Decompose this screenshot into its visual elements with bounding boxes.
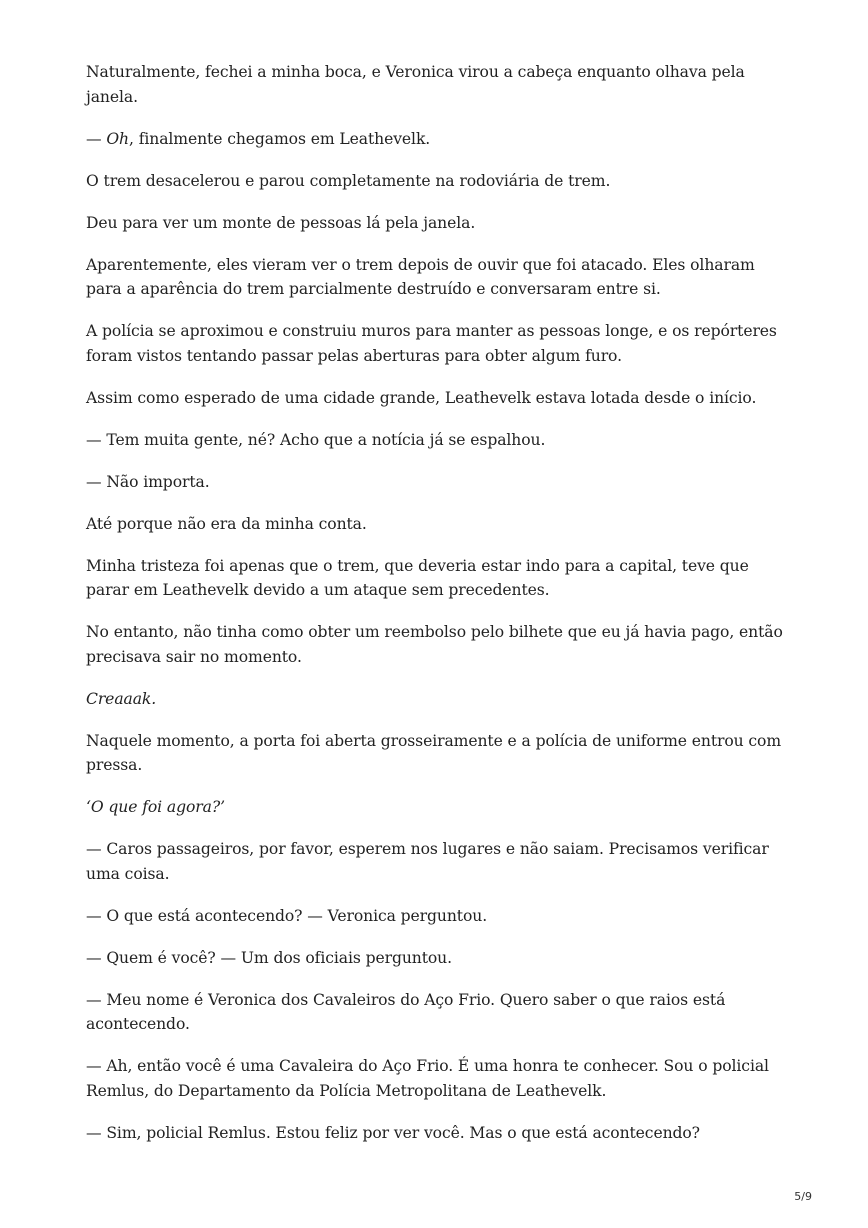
paragraph-text: , finalmente chegamos em Leathevelk.: [129, 129, 431, 148]
paragraph: Assim como esperado de uma cidade grande, Leathevelk estava lotada desde o início.: [86, 388, 757, 407]
paragraph: Deu para ver um monte de pessoas lá pela janela.: [86, 213, 476, 232]
paragraph: — Quem é você? — Um dos oficiais perguntou.: [86, 948, 452, 967]
sound-effect: Creaaak.: [86, 689, 157, 708]
paragraph: Aparentemente, eles vieram ver o trem depois de ouvir que foi atacado. Eles olharam para a aparência do trem parcialmente destruído e conversaram entre si.: [86, 255, 755, 298]
paragraph: [86, 127, 786, 152]
paragraph: — Sim, policial Remlus. Estou feliz por ver você. Mas o que está acontecendo?: [86, 1123, 700, 1142]
paragraph: Minha tristeza foi apenas que o trem, que deveria estar indo para a capital, teve que parar em Leathevelk devido a um ataque sem precedentes.: [86, 556, 749, 599]
paragraph: — Não importa.: [86, 472, 210, 491]
document-body: [86, 60, 786, 1163]
italic-text: Oh: [106, 129, 129, 148]
paragraph: No entanto, não tinha como obter um reembolso pelo bilhete que eu já havia pago, então precisava sair no momento.: [86, 623, 783, 666]
page-number: 5/9: [794, 1190, 812, 1203]
paragraph: — O que está acontecendo? — Veronica perguntou.: [86, 906, 488, 925]
inner-thought: ‘O que foi agora?’: [86, 798, 225, 816]
paragraph: Naquele momento, a porta foi aberta grosseiramente e a polícia de uniforme entrou com pressa.: [86, 731, 782, 774]
paragraph: A polícia se aproximou e construiu muros para manter as pessoas longe, e os repórteres foram vistos tentando passar pelas aberturas para obter algum furo.: [86, 322, 777, 365]
paragraph: Até porque não era da minha conta.: [86, 514, 367, 533]
dialogue-dash: —: [86, 129, 107, 148]
paragraph: — Tem muita gente, né? Acho que a notícia já se espalhou.: [86, 430, 546, 449]
paragraph: — Meu nome é Veronica dos Cavaleiros do Aço Frio. Quero saber o que raios está acontecendo.: [86, 990, 726, 1033]
paragraph: O trem desacelerou e parou completamente na rodoviária de trem.: [86, 171, 611, 190]
paragraph: Naturalmente, fechei a minha boca, e Veronica virou a cabeça enquanto olhava pela janela.: [86, 63, 745, 106]
paragraph: — Caros passageiros, por favor, esperem nos lugares e não saiam. Precisamos verificar uma coisa.: [86, 840, 769, 883]
paragraph: — Ah, então você é uma Cavaleira do Aço Frio. É uma honra te conhecer. Sou o policial Remlus, do Departamento da Polícia Metropolitana de Leathevelk.: [86, 1057, 769, 1100]
